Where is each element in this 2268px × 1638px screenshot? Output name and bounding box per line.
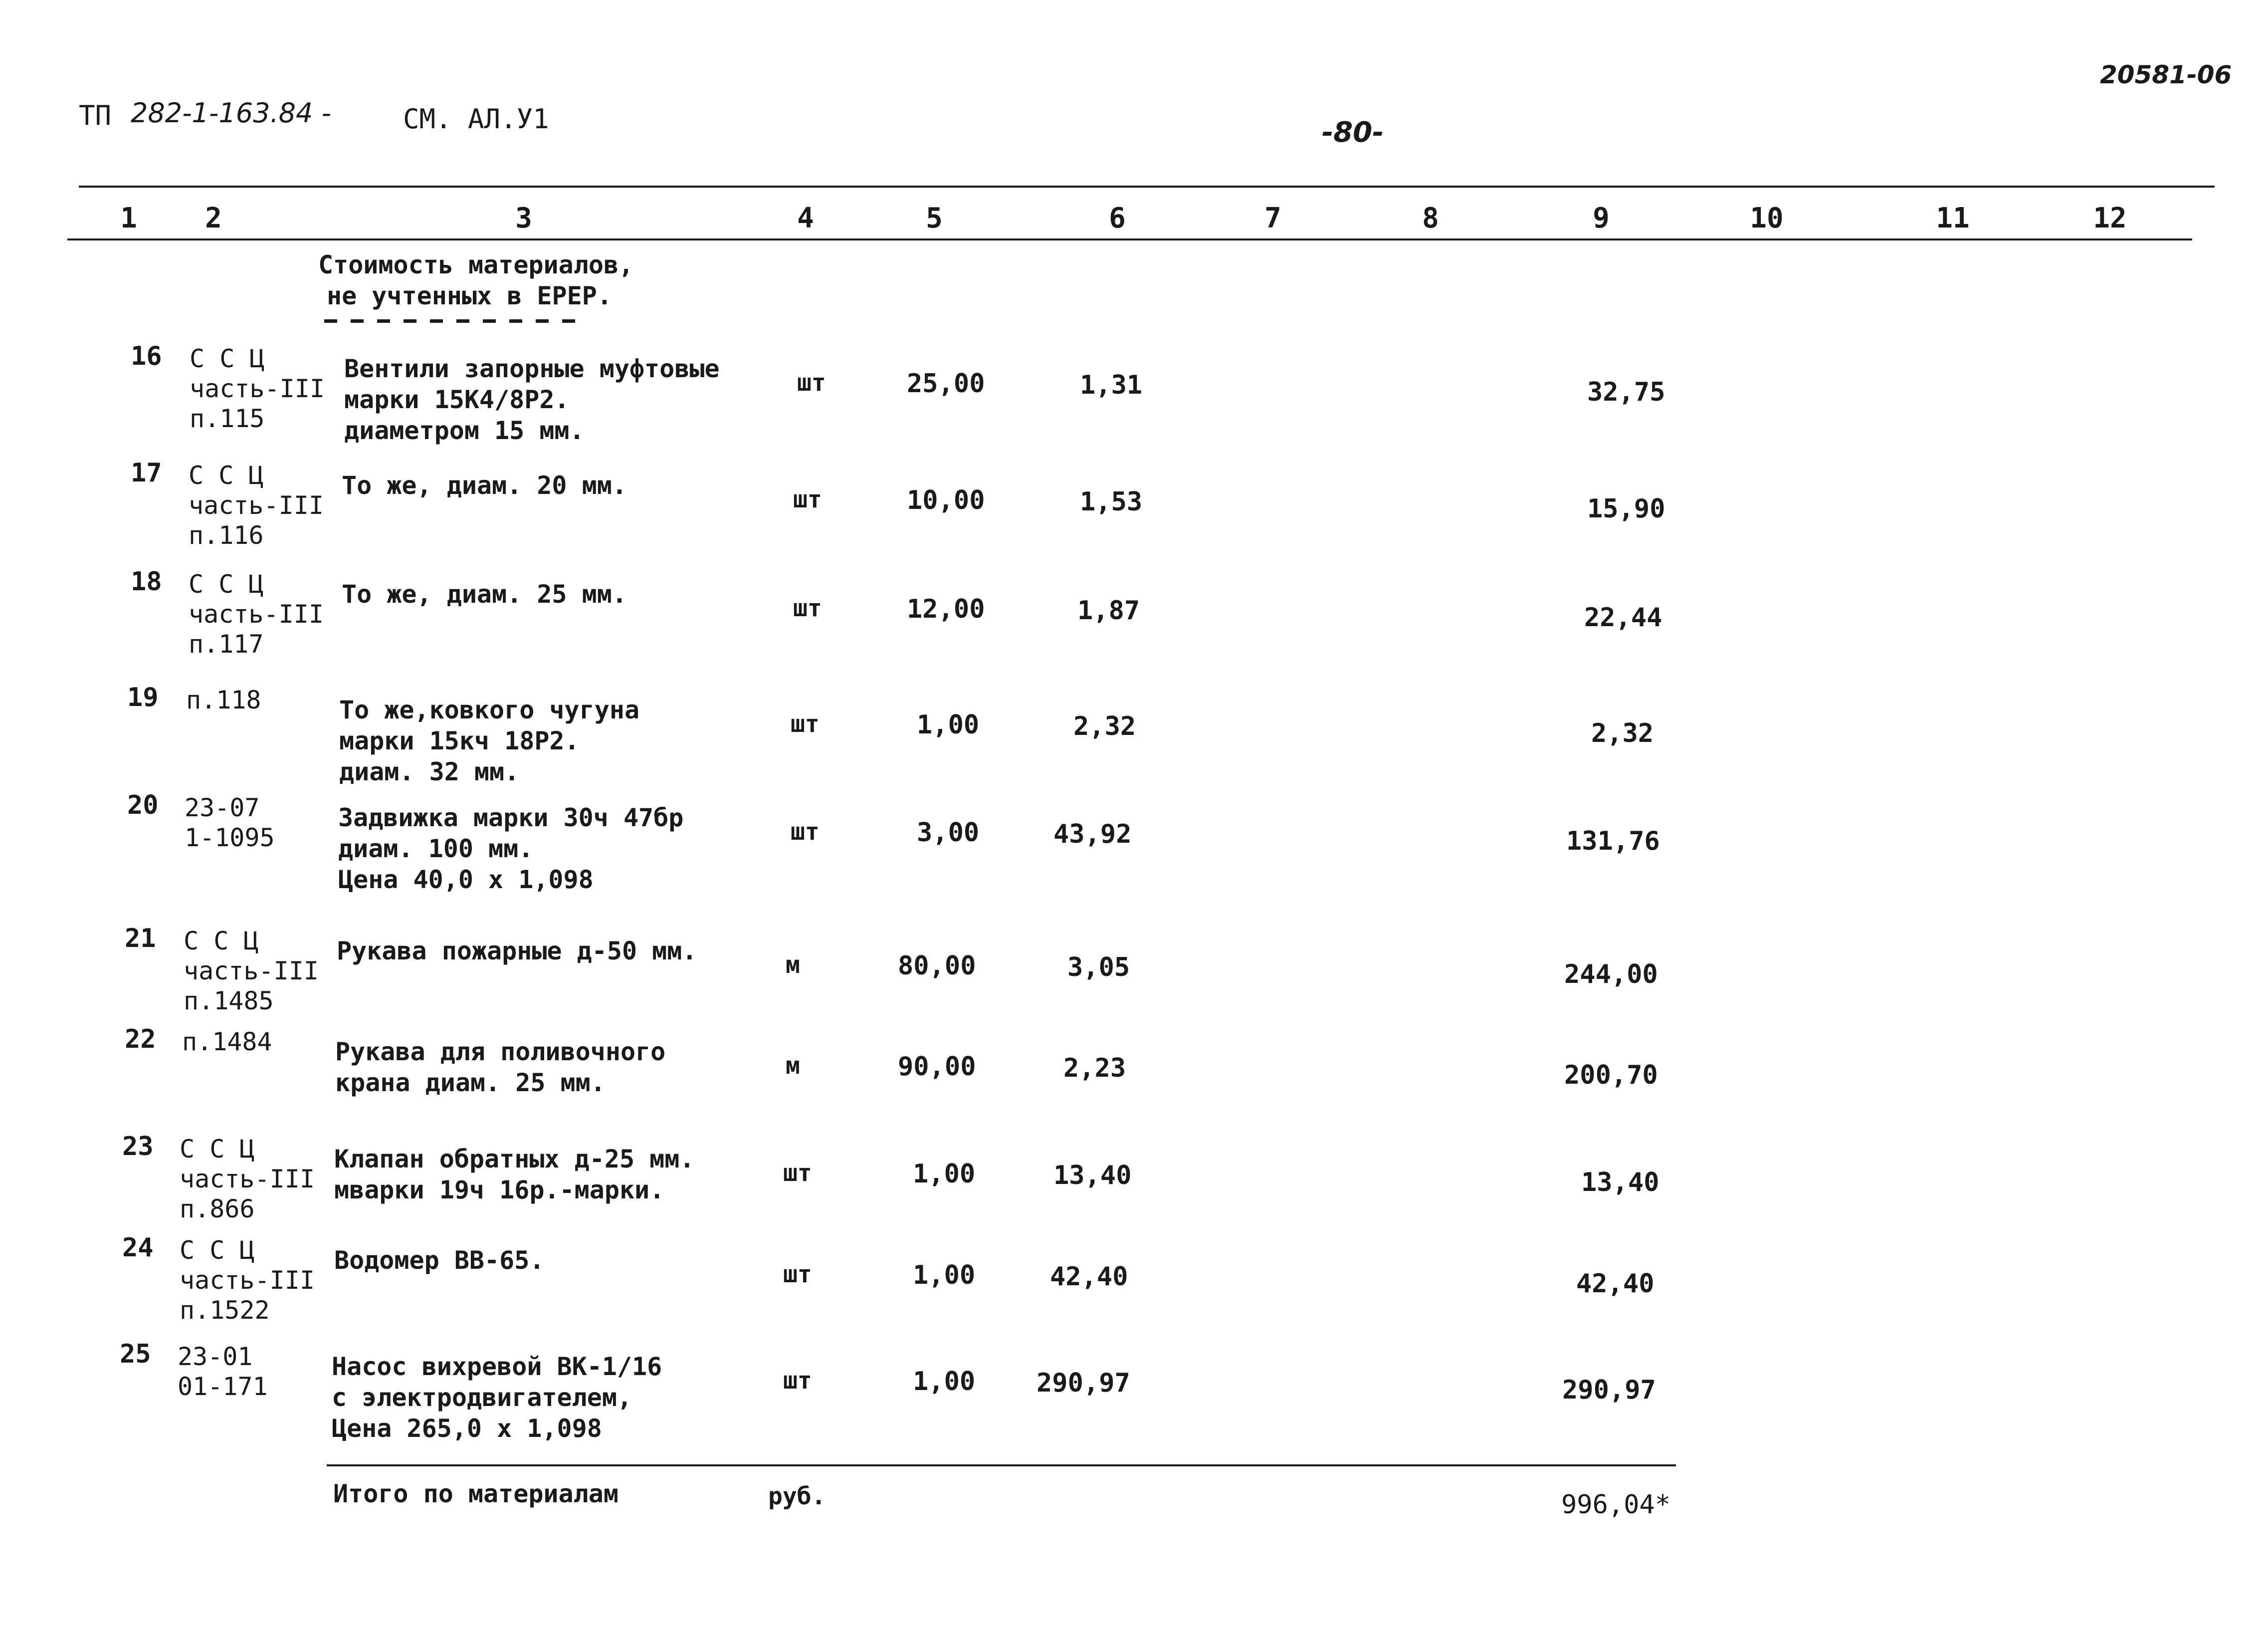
row-price: 43,92: [1053, 819, 1132, 849]
row-reference-line: п.1485: [184, 986, 274, 1015]
row-reference-line: 23-07: [185, 793, 260, 822]
col-8: 8: [1422, 202, 1439, 234]
row-name-line: Рукава пожарные д-50 мм.: [337, 936, 697, 965]
col-1: 1: [120, 202, 137, 234]
row-reference-line: С С Ц: [184, 927, 259, 955]
row-quantity: 80,00: [898, 951, 976, 981]
row-reference-line: п.1522: [180, 1296, 270, 1325]
row-total: 244,00: [1564, 959, 1658, 989]
row-price: 42,40: [1050, 1262, 1128, 1292]
row-reference-line: С С Ц: [180, 1135, 255, 1164]
row-total: 15,90: [1587, 494, 1665, 524]
section-title-line1: Стоимость материалов,: [318, 250, 634, 279]
row-reference-line: п.1484: [182, 1027, 272, 1056]
row-price: 13,40: [1053, 1161, 1132, 1190]
page-number: -80-: [1322, 116, 1384, 149]
row-number: 25: [120, 1339, 151, 1369]
row-reference-line: С С Ц: [190, 344, 265, 373]
row-reference-line: п.117: [189, 630, 264, 659]
row-number: 20: [127, 790, 159, 820]
row-name-line: Насос вихревой ВК-1/16: [332, 1352, 662, 1381]
row-unit: шт: [783, 1159, 812, 1187]
row-number: 21: [125, 924, 156, 953]
row-quantity: 1,00: [913, 1367, 976, 1397]
row-quantity: 12,00: [907, 594, 985, 624]
col-5: 5: [926, 202, 943, 234]
underline-dash: [536, 319, 549, 323]
row-price: 1,87: [1077, 596, 1140, 626]
row-name-line: Цена 40,0 х 1,098: [338, 865, 594, 894]
row-number: 23: [122, 1132, 154, 1162]
underline-dash: [456, 319, 469, 323]
doc-prefix: ТП: [79, 100, 112, 131]
row-reference-line: часть-III: [189, 491, 324, 520]
row-unit: шт: [783, 1367, 812, 1395]
row-unit: м: [786, 951, 800, 979]
row-name-line: Вентили запорные муфтовые: [344, 354, 720, 383]
row-reference-line: С С Ц: [189, 570, 264, 599]
row-reference-line: п.866: [180, 1194, 255, 1223]
row-quantity: 1,00: [913, 1260, 976, 1290]
row-name-line: мварки 19ч 16р.-марки.: [334, 1175, 665, 1204]
doc-code: 282-1-163.84 -: [131, 97, 331, 129]
row-name-line: диаметром 15 мм.: [344, 416, 585, 445]
row-price: 3,05: [1067, 952, 1130, 982]
header-bottom-rule: [67, 238, 2192, 240]
row-total: 290,97: [1562, 1375, 1656, 1405]
row-reference-line: С С Ц: [189, 461, 264, 490]
row-reference-line: часть-III: [180, 1165, 315, 1193]
row-name-line: крана диам. 25 мм.: [335, 1068, 606, 1097]
total-amount: 996,04*: [1561, 1490, 1671, 1520]
row-unit: м: [786, 1052, 800, 1080]
row-total: 2,32: [1591, 718, 1654, 748]
col-3: 3: [515, 202, 532, 234]
row-name-line: Рукава для поливочного: [335, 1037, 666, 1066]
corner-stamp: 20581-06: [2100, 60, 2232, 89]
row-name-line: с электродвигателем,: [332, 1383, 632, 1412]
row-name-line: То же,ковкого чугуна: [339, 696, 640, 724]
row-quantity: 90,00: [898, 1052, 976, 1082]
underline-dash: [377, 319, 390, 323]
row-quantity: 1,00: [913, 1159, 976, 1189]
col-10: 10: [1750, 202, 1784, 234]
row-number: 22: [125, 1024, 156, 1054]
row-unit: шт: [793, 594, 822, 622]
underline-dash: [351, 319, 364, 323]
row-number: 18: [131, 567, 162, 597]
row-number: 19: [127, 683, 159, 712]
underline-dash: [324, 319, 337, 323]
col-12: 12: [2093, 202, 2127, 234]
row-name-line: марки 15К4/8Р2.: [344, 385, 570, 414]
row-reference-line: п.116: [189, 521, 264, 550]
row-name-line: Водомер ВВ-65.: [334, 1246, 545, 1275]
row-quantity: 3,00: [917, 818, 980, 848]
col-4: 4: [797, 202, 814, 234]
row-total: 13,40: [1581, 1168, 1659, 1197]
row-price: 2,23: [1063, 1053, 1126, 1083]
total-label: Итого по материалам: [333, 1479, 619, 1508]
total-unit: руб.: [768, 1482, 826, 1510]
section-title-line2: не учтенных в ЕРЕР.: [327, 281, 612, 310]
row-name-line: То же, диам. 25 мм.: [342, 580, 627, 609]
total-rule: [327, 1464, 1676, 1466]
row-name-line: Цена 265,0 х 1,098: [332, 1414, 602, 1443]
underline-dash: [562, 319, 575, 323]
row-total: 32,75: [1587, 377, 1665, 407]
row-quantity: 1,00: [917, 710, 980, 740]
row-total: 22,44: [1584, 603, 1662, 633]
underline-dash: [483, 319, 496, 323]
col-9: 9: [1593, 202, 1610, 234]
row-price: 2,32: [1073, 711, 1136, 741]
row-total: 42,40: [1576, 1269, 1654, 1299]
row-number: 17: [131, 458, 162, 488]
row-number: 16: [131, 341, 162, 371]
row-reference-line: часть-III: [189, 600, 324, 629]
row-reference-line: часть-III: [180, 1266, 315, 1295]
row-number: 24: [122, 1233, 154, 1263]
row-name-line: марки 15кч 18Р2.: [339, 726, 580, 755]
row-price: 290,97: [1036, 1368, 1130, 1398]
row-reference-line: часть-III: [190, 374, 325, 403]
row-name-line: То же, диам. 20 мм.: [342, 471, 627, 500]
row-unit: шт: [793, 485, 822, 513]
row-total: 131,76: [1566, 826, 1660, 856]
row-reference-line: часть-III: [184, 956, 319, 985]
row-unit: шт: [797, 369, 826, 397]
row-name-line: диам. 100 мм.: [338, 834, 534, 863]
row-reference-line: 1-1095: [185, 823, 275, 852]
row-quantity: 25,00: [907, 369, 985, 399]
row-name-line: Клапан обратных д-25 мм.: [334, 1145, 695, 1173]
row-reference-line: п.118: [186, 686, 261, 714]
row-price: 1,31: [1080, 370, 1143, 400]
col-2: 2: [205, 202, 222, 234]
row-reference-line: 01-171: [178, 1372, 268, 1401]
row-reference-line: 23-01: [178, 1342, 253, 1371]
underline-dash: [404, 319, 416, 323]
col-7: 7: [1264, 202, 1281, 234]
row-name-line: диам. 32 мм.: [339, 757, 520, 786]
row-unit: шт: [783, 1260, 812, 1288]
row-unit: шт: [791, 818, 820, 846]
row-unit: шт: [791, 710, 820, 738]
row-reference-line: п.115: [190, 404, 265, 433]
row-reference-line: С С Ц: [180, 1236, 255, 1265]
row-name-line: Задвижка марки 30ч 47бр: [338, 803, 684, 832]
col-11: 11: [1936, 202, 1970, 234]
table-top-rule: [79, 186, 2215, 188]
sheet-ref: СМ. АЛ.У1: [403, 103, 549, 135]
underline-dash: [430, 319, 443, 323]
row-quantity: 10,00: [907, 485, 985, 515]
underline-dash: [509, 319, 522, 323]
col-6: 6: [1109, 202, 1126, 234]
row-total: 200,70: [1564, 1060, 1658, 1090]
row-price: 1,53: [1080, 487, 1143, 517]
